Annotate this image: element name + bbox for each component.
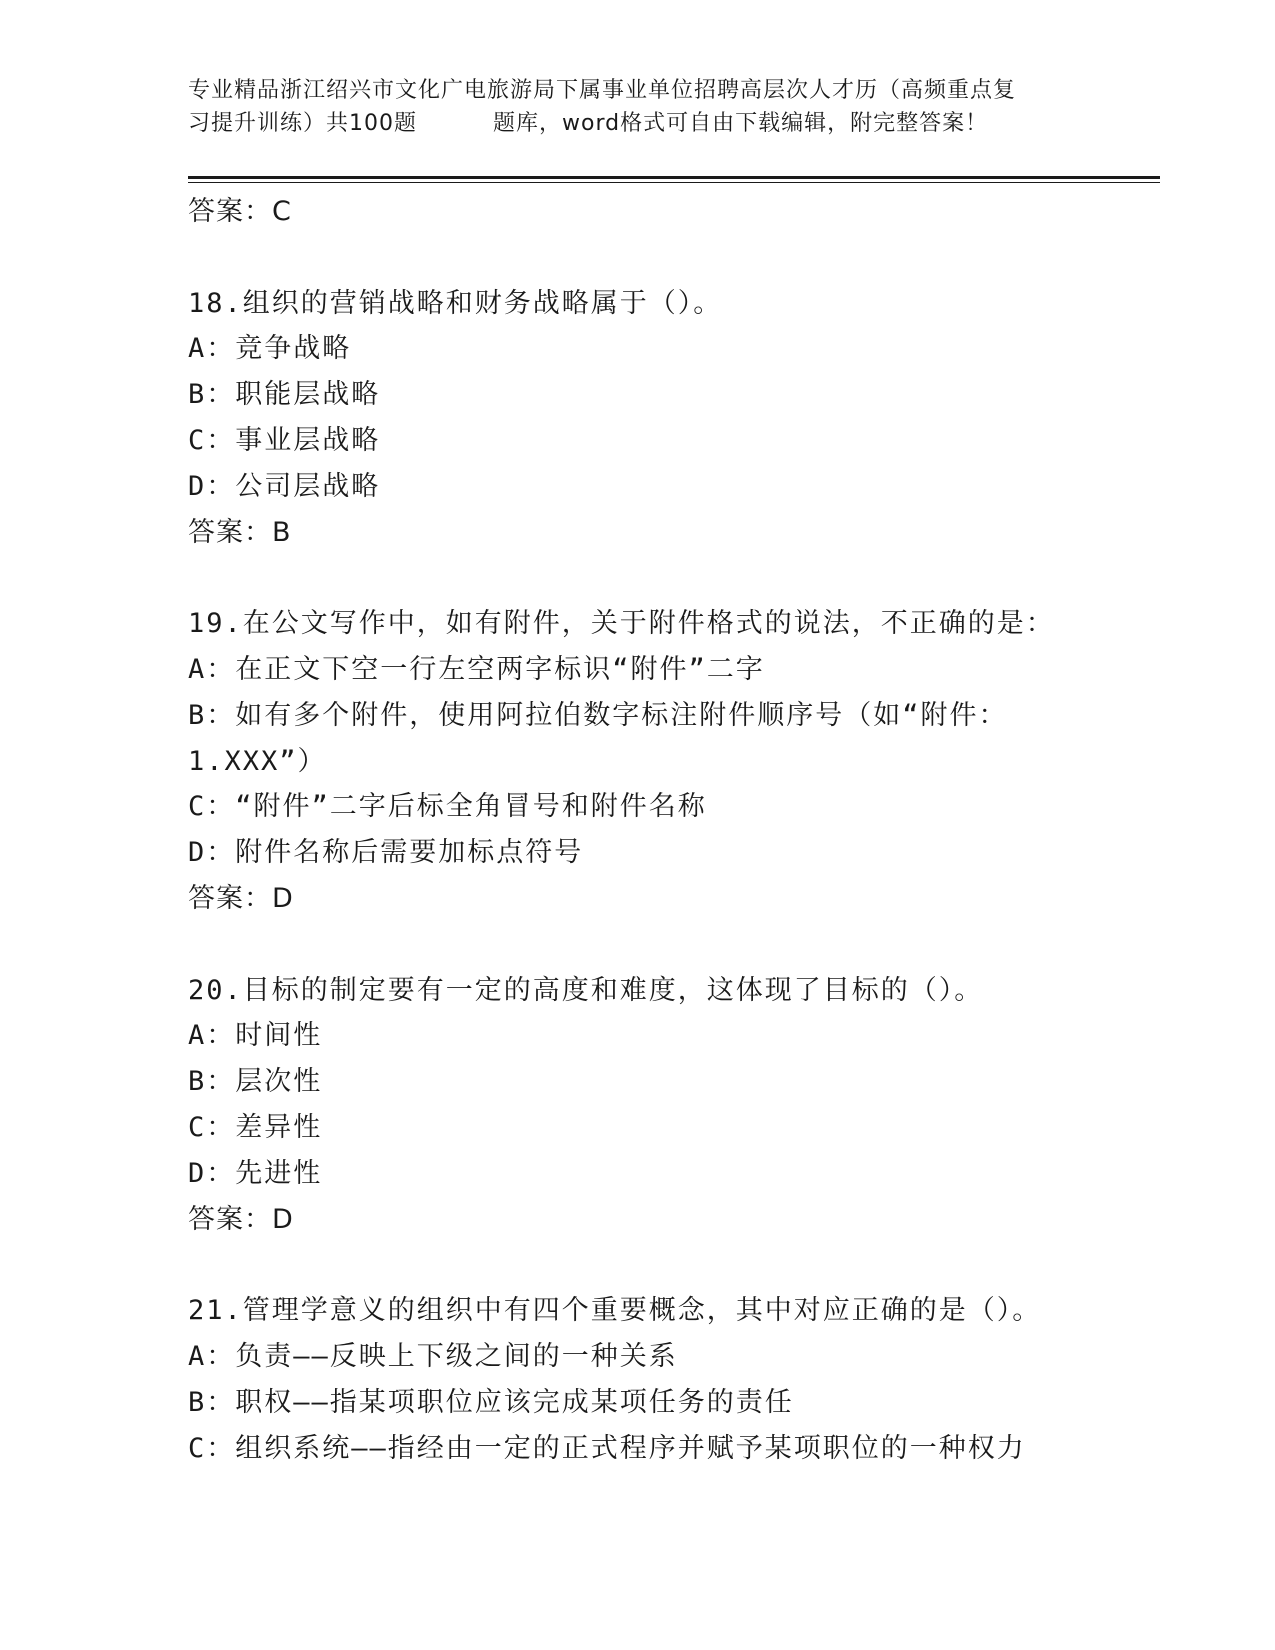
question-19-option-b: B：如有多个附件，使用阿拉伯数字标注附件顺序号（如“附件： (188, 699, 1008, 731)
question-20-stem: 20.目标的制定要有一定的高度和难度，这体现了目标的（）。 (188, 974, 984, 1006)
spacer (188, 555, 1148, 601)
question-18-stem: 18.组织的营销战略和财务战略属于（）。 (188, 287, 723, 319)
question-18-option-d: D：公司层战略 (188, 470, 381, 502)
question-21-option-b: B：职权——指某项职位应该完成某项任务的责任 (188, 1386, 794, 1418)
header-rule-thin (188, 182, 1160, 183)
header-line-1: 专业精品浙江绍兴市文化广电旅游局下属事业单位招聘高层次人才历（高频重点复 (188, 78, 1017, 103)
header-line-2-part-a: 习提升训练）共100题 (188, 111, 417, 136)
question-19-option-d: D：附件名称后需要加标点符号 (188, 837, 584, 869)
question-19-option-c: C：“附件”二字后标全角冒号和附件名称 (188, 791, 707, 823)
question-18-option-a: A：竞争战略 (188, 333, 352, 365)
question-18-option-b: B：职能层战略 (188, 379, 381, 411)
question-20-option-c: C：差异性 (188, 1111, 323, 1143)
question-19-option-a: A：在正文下空一行左空两字标识“附件”二字 (188, 653, 765, 685)
header-line-2 (188, 107, 1088, 140)
answer-18: 答案：B (188, 516, 292, 548)
answer-19: 答案：D (188, 882, 294, 914)
header-line-2-part-b: 题库，word格式可自由下载编辑，附完整答案！ (493, 111, 989, 136)
document-header (188, 74, 1088, 140)
spacer (188, 235, 1148, 281)
question-21-option-c: C：组织系统——指经由一定的正式程序并赋予某项职位的一种权力 (188, 1432, 1026, 1464)
spacer (188, 922, 1148, 968)
question-19-option-b-continued: 1.XXX”） (188, 745, 327, 777)
spacer (188, 1242, 1148, 1288)
answer-20: 答案：D (188, 1203, 294, 1235)
question-list (188, 189, 1148, 1471)
question-21-option-a: A：负责——反映上下级之间的一种关系 (188, 1340, 678, 1372)
answer-17: 答案：C (188, 196, 292, 227)
question-20-option-a: A：时间性 (188, 1020, 323, 1052)
question-18-option-c: C：事业层战略 (188, 424, 381, 456)
question-21-stem: 21.管理学意义的组织中有四个重要概念，其中对应正确的是（）。 (188, 1295, 1042, 1327)
question-19-stem: 19.在公文写作中，如有附件，关于附件格式的说法，不正确的是： (188, 608, 1055, 640)
header-rule-thick (188, 176, 1160, 179)
question-20-option-d: D：先进性 (188, 1157, 323, 1189)
question-20-option-b: B：层次性 (188, 1066, 323, 1098)
